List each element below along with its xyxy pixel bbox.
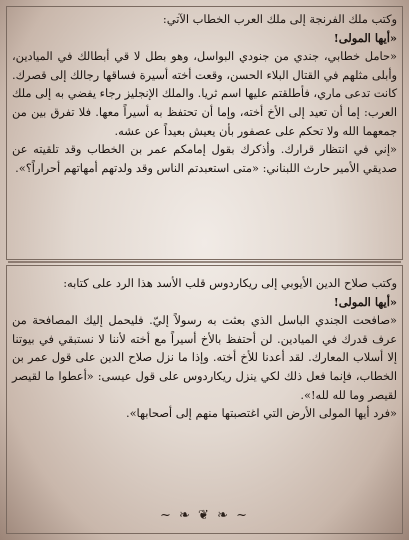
letter-intro: وكتب ملك الفرنجة إلى ملك العرب الخطاب الآتي: — [162, 12, 397, 26]
letter-paragraph: «إني في انتظار قرارك. وأذكرك بقول إمامكم عمر بن الخطاب وقد تلقيته عن صديقي الأمير حارث اللبناني: «متى استعبدتم الناس وقد ولدتهم أمهاتهم أحراراً؟». — [12, 142, 397, 175]
section-divider — [8, 261, 401, 263]
reply-paragraph: «فرد أيها المولى الأرض التي اغتصبتها منهم إلى أصحابها». — [125, 406, 397, 421]
saladin-reply-letter — [12, 274, 397, 423]
letter-salutation: «أيها المولى! — [333, 30, 397, 45]
reply-intro: وكتب صلاح الدين الأيوبي إلى ريكاردوس قلب الأسد هذا الرد على كتابه: — [63, 276, 397, 290]
letter-paragraph: «حامل خطابي، جندي من جنودي البواسل، وهو بطل لا قي أبطالك في الميادين، وأبلى مثلهم في القتال البلاء الحسن، وقعت أخته أسيرة فساقها رجالك إلى قصرك. كانت تدعى ماري، فأطلقتم عليها اسم ثريا. والملك الإنجليز رجاء يفضي به إلى ملك العرب: إما أن تعيد إلى الأخ أخته، وإما أن تحتفظ به أسيراً معها. فلا تفرق بين من جمعهما الله ولا تحكم على عصفور بأن يعيش بعيداً عن عشه. — [11, 49, 397, 138]
frankish-king-letter — [12, 10, 397, 177]
reply-salutation: «أيها المولى! — [333, 294, 397, 309]
reply-paragraph: «صافحت الجندي الباسل الذي بعثت به رسولاً إليّ. فليحمل إليك المصافحة من عرف قدرك في الميادين. لن أحتفظ بالأخ أسيراً مع أخته لأننا لا نستبقي في بيوتنا إلا أسلاب المعارك. لقد أعدنا للأخ أخته. وإذا ما نزل صلاح الدين على قول عمر بن الخطاب، فإنما فعل ذلك لكي ينزل ريكاردوس على قول عيسى: «أعطوا ما لقيصر لقيصر وما لله لله!». — [12, 313, 397, 402]
decorative-ornament: ~ ❧ ❦ ❧ ~ — [160, 508, 249, 523]
